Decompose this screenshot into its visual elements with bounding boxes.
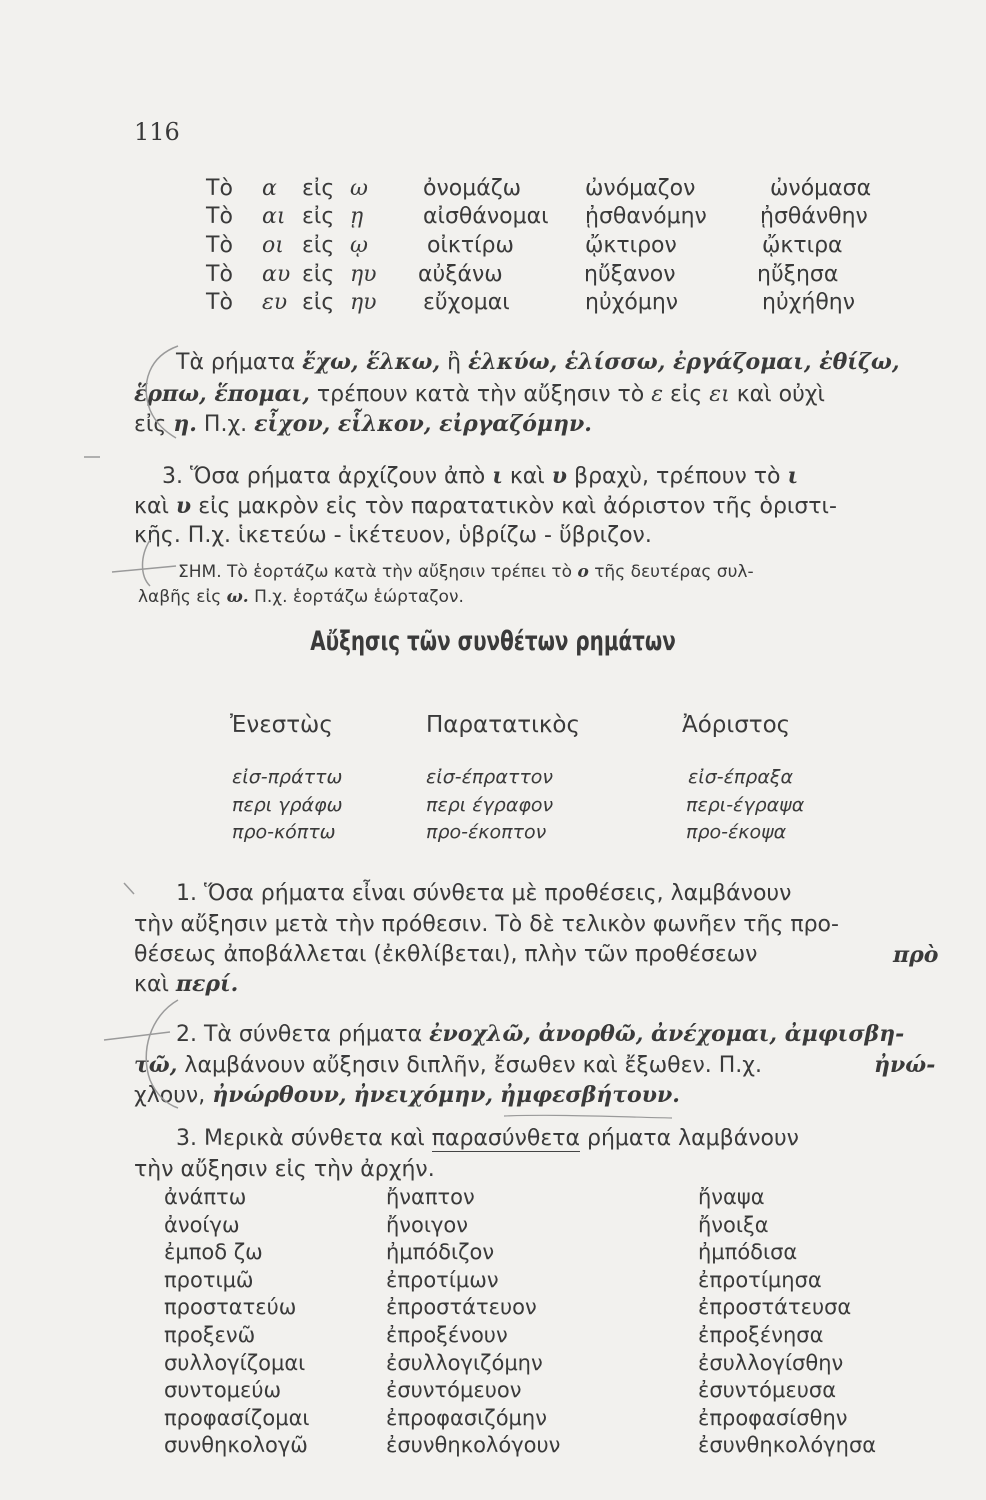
text-run: ΣΗΜ. Τὸ ἑορτάζω κατὰ τὴν αὔξησιν τρέπει τὸ bbox=[178, 562, 573, 582]
aorist-form: ηὐχήθην bbox=[762, 290, 856, 315]
verb-imperfect: ἤνοιγον bbox=[386, 1212, 469, 1237]
verb-aorist: ἐπροστάτευσα bbox=[698, 1295, 852, 1320]
text-line: τὴν αὔξησιν εἰς τὴν ἀρχήν. bbox=[134, 1157, 435, 1182]
pencil-bracket-2 bbox=[112, 540, 176, 586]
verb-aorist: ἐπροτίμησα bbox=[698, 1267, 822, 1292]
row-label: Τὸ bbox=[206, 204, 233, 229]
table-cell: προ-έκοψα bbox=[686, 821, 787, 843]
eis-word: εἰς bbox=[302, 262, 335, 287]
text-run: χλουν, bbox=[134, 1083, 206, 1108]
emph-run: ἠμφεσβήτουν. bbox=[500, 1082, 680, 1108]
present-form: οἰκτίρω bbox=[427, 233, 514, 258]
vowel-to: ῳ bbox=[350, 233, 368, 258]
emph-run: η. bbox=[173, 411, 197, 437]
vowel-from: οι bbox=[262, 233, 284, 258]
verb-aorist: ἐπροφασίσθην bbox=[698, 1405, 848, 1430]
text-run: καὶ bbox=[134, 494, 169, 519]
text-run: 3. Ὅσα ρήματα ἀρχίζουν ἀπὸ bbox=[162, 464, 486, 489]
eis-word: εἰς bbox=[302, 233, 335, 258]
text-run: Π.χ. bbox=[203, 412, 248, 437]
imperfect-form: ηὐχόμην bbox=[585, 290, 679, 315]
table-cell: προ-κόπτω bbox=[232, 821, 336, 843]
eis-word: εἰς bbox=[302, 204, 335, 229]
text-run: λαβῆς εἰς bbox=[138, 587, 222, 607]
emph-run: περί. bbox=[175, 971, 239, 997]
emph-run: ι bbox=[492, 463, 503, 489]
table-cell: προ-έκοπτον bbox=[426, 821, 547, 843]
aorist-form: ὠνόμασα bbox=[770, 176, 872, 201]
text-run: καὶ οὐχὶ bbox=[736, 382, 825, 407]
aorist-form: ηὔξησα bbox=[757, 262, 839, 287]
pencil-bracket-3 bbox=[104, 1000, 178, 1108]
emph-run: ι bbox=[787, 463, 799, 489]
table-cell: εἰσ-πράττω bbox=[232, 766, 343, 788]
text-run: ἢ bbox=[447, 350, 462, 375]
verb-present: προτιμῶ bbox=[164, 1267, 254, 1292]
verb-imperfect: ἐπροξένουν bbox=[386, 1323, 508, 1347]
verb-aorist: ἐσυντόμευσα bbox=[698, 1378, 837, 1403]
col-header: Ἐνεστὼς bbox=[230, 712, 333, 738]
emph-run: εἶχον, εἷλκον, εἰργαζόμην. bbox=[254, 411, 592, 437]
emph-run: ἐνοχλῶ, ἀνορθῶ, ἀνέχομαι, ἀμφισβη- bbox=[429, 1021, 905, 1047]
verb-aorist: ἐσυνθηκολόγησα bbox=[698, 1433, 877, 1458]
pencil-underline bbox=[504, 1115, 672, 1118]
emph-run: ἠνειχόμην, bbox=[353, 1082, 494, 1108]
col-header: Παρατατικὸς bbox=[426, 712, 580, 738]
table-cell: περι-έγραψα bbox=[686, 794, 805, 816]
verb-present: προφασίζομαι bbox=[164, 1405, 310, 1430]
verb-present: συνθηκολογῶ bbox=[164, 1433, 308, 1458]
verb-aorist: ἤνοιξα bbox=[698, 1212, 769, 1237]
present-form: αἰσθάνομαι bbox=[423, 204, 549, 229]
row-label: Τὸ bbox=[206, 233, 233, 258]
aorist-form: ᾤκτιρα bbox=[762, 233, 843, 258]
verb-imperfect: ἐσυνθηκολόγουν bbox=[386, 1433, 561, 1458]
text-run: 3. Μερικὰ σύνθετα καὶ bbox=[176, 1126, 425, 1151]
vowel-to: ῃ bbox=[350, 204, 364, 229]
verb-imperfect: ἐπροτίμων bbox=[386, 1267, 499, 1292]
verb-imperfect: ἐπροφασιζόμην bbox=[386, 1405, 547, 1430]
verb-imperfect: ἤναπτον bbox=[386, 1185, 475, 1209]
col-header: Ἀόριστος bbox=[682, 712, 791, 738]
text-line: κῆς. Π.χ. ἱκετεύω - ἱκέτευον, ὑβρίζω - ὕβριζον. bbox=[134, 523, 652, 548]
verb-imperfect: ἐπροστάτευον bbox=[386, 1295, 537, 1320]
verb-present: ἀνοίγω bbox=[164, 1212, 240, 1237]
emph-run: ω. bbox=[226, 587, 249, 607]
eis-word: εἰς bbox=[302, 290, 335, 315]
vowel-from: αι bbox=[262, 204, 286, 229]
vowel-from: α bbox=[262, 176, 277, 201]
aorist-form: ᾐσθάνθην bbox=[760, 204, 868, 229]
imperfect-form: ᾤκτιρον bbox=[585, 233, 677, 258]
table-cell: περι γράφω bbox=[232, 794, 343, 816]
pencil-tick bbox=[124, 883, 134, 894]
present-form: εὔχομαι bbox=[423, 290, 510, 315]
verb-aorist: ἐσυλλογίσθην bbox=[698, 1350, 844, 1375]
imperfect-form: ὠνόμαζον bbox=[585, 176, 696, 201]
verb-aorist: ἤναψα bbox=[698, 1185, 765, 1209]
emph-run: ἑλκύω, ἑλίσσω, ἐργάζομαι, ἐθίζω, bbox=[468, 349, 900, 375]
row-label: Τὸ bbox=[206, 262, 233, 287]
verb-aorist: ἠμπόδισα bbox=[698, 1240, 798, 1265]
verb-imperfect: ἐσυντόμευον bbox=[386, 1378, 522, 1403]
table-cell: περι έγραφον bbox=[426, 794, 554, 816]
verb-present: ἐμποδ ζω bbox=[164, 1240, 263, 1265]
text-run: ρήματα λαμβάνουν bbox=[586, 1126, 799, 1151]
emph-run: ἕρπω, ἕπομαι, bbox=[134, 381, 310, 407]
verb-present: προξενῶ bbox=[164, 1323, 256, 1347]
page-number: 116 bbox=[134, 118, 180, 146]
present-form: αὐξάνω bbox=[418, 262, 503, 287]
text-run: τῆς δευτέρας συλ- bbox=[594, 562, 754, 582]
imperfect-form: ηὔξανον bbox=[584, 262, 676, 287]
emph-run: πρὸ bbox=[893, 942, 939, 968]
emph-run: υ bbox=[551, 463, 568, 489]
imperfect-form: ᾐσθανόμην bbox=[585, 204, 707, 229]
underlined-run: παρασύνθετα bbox=[431, 1126, 580, 1151]
text-run: εἰς bbox=[670, 382, 703, 407]
text-run: θέσεως ἀποβάλλεται (ἐκθλίβεται), πλὴν τῶν προθέσεων bbox=[134, 942, 758, 967]
verb-imperfect: ἐσυλλογιζόμην bbox=[386, 1350, 543, 1375]
text-run: τρέπουν κατὰ τὴν αὔξησιν τὸ bbox=[316, 382, 645, 407]
verb-present: προστατεύω bbox=[164, 1295, 297, 1320]
table-cell: εἰσ-έπραττον bbox=[426, 766, 554, 788]
text-run: καὶ bbox=[134, 972, 169, 997]
vowel-to: ω bbox=[350, 176, 368, 201]
verb-aorist: ἐπροξένησα bbox=[698, 1323, 824, 1347]
text-line: τὴν αὔξησιν μετὰ τὴν πρόθεσιν. Τὸ δὲ τελικὸν φωνῆεν τῆς προ- bbox=[134, 912, 839, 937]
emph-run: ἠνώ- bbox=[874, 1052, 936, 1078]
emph-run: ο bbox=[577, 562, 589, 582]
row-label: Τὸ bbox=[206, 290, 233, 315]
text-run: Τὰ ρήματα bbox=[176, 350, 296, 375]
present-form: ὀνομάζω bbox=[423, 176, 522, 201]
text-run: εἰς μακρὸν εἰς τὸν παρατατικὸν καὶ ἀόριστον τῆς ὁριστι- bbox=[198, 494, 837, 519]
verb-present: ἀνάπτω bbox=[164, 1185, 247, 1209]
text-run: 2. Τὰ σύνθετα ρήματα bbox=[176, 1022, 423, 1047]
text-run: εἰς bbox=[134, 412, 167, 437]
text-line: 1. Ὅσα ρήματα εἶναι σύνθετα μὲ προθέσεις, λαμβάνουν bbox=[176, 881, 792, 906]
emph-run: ἔχω, ἕλκω, bbox=[302, 349, 441, 375]
row-label: Τὸ bbox=[206, 176, 233, 201]
verb-present: συντομεύω bbox=[164, 1378, 282, 1403]
text-run: Π.χ. ἑορτάζω ἑώρταζον. bbox=[254, 587, 464, 607]
emph-run: ἠνώρθουν, bbox=[212, 1082, 347, 1108]
pencil-bracket-1 bbox=[146, 346, 178, 438]
text-run: βραχὺ, τρέπουν τὸ bbox=[574, 464, 781, 489]
verb-present: συλλογίζομαι bbox=[164, 1350, 306, 1375]
emph-run: τῶ, bbox=[134, 1052, 178, 1078]
vowel-to: ηυ bbox=[350, 290, 377, 315]
text-run: λαμβάνουν αὔξησιν διπλῆν, ἔσωθεν καὶ ἔξωθεν. Π.χ. bbox=[184, 1053, 762, 1078]
text-run: καὶ bbox=[509, 464, 545, 489]
vowel-to: ηυ bbox=[350, 262, 377, 287]
emph-run: ει bbox=[709, 382, 730, 407]
verb-imperfect: ἠμπόδιζον bbox=[386, 1240, 495, 1265]
emph-run: ε bbox=[651, 382, 664, 407]
section-heading: Αὔξησις τῶν συνθέτων ρημάτων bbox=[310, 626, 676, 657]
vowel-from: αυ bbox=[262, 262, 291, 287]
emph-run: υ bbox=[175, 493, 192, 519]
vowel-from: ευ bbox=[262, 290, 288, 315]
eis-word: εἰς bbox=[302, 176, 335, 201]
table-cell: εἰσ-έπραξα bbox=[688, 766, 794, 788]
